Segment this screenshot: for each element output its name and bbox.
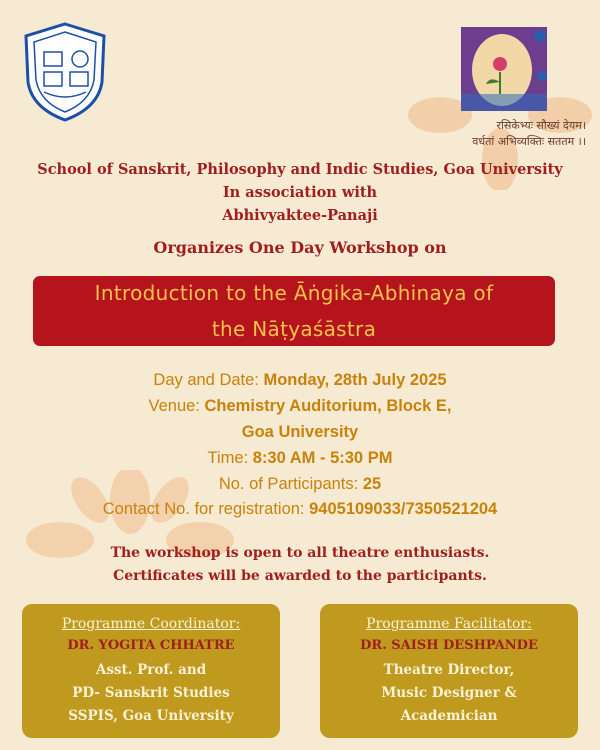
time-label: Time: (207, 449, 253, 467)
abhivyaktee-logo-icon (458, 24, 550, 114)
organizes-heading: Organizes One Day Workshop on (153, 238, 447, 257)
coordinator-role-3: SSPIS, Goa University (68, 708, 234, 724)
partner-organization: Abhivyaktee-Panaji (222, 207, 378, 224)
certificate-note: Certificates will be awarded to the participants. (113, 568, 487, 584)
goa-university-seal-icon (22, 22, 108, 122)
venue-value: Chemistry Auditorium, Block E, (204, 397, 452, 415)
contact-row (0, 500, 600, 519)
participants-row (0, 475, 600, 494)
motto-line-2: वर्धतां अभिव्यक्तिः सततम ।। (472, 135, 586, 148)
coordinator-role-1: Asst. Prof. and (95, 662, 207, 678)
coordinator-title: Programme Coordinator: (61, 616, 241, 632)
time-row (0, 449, 600, 468)
facilitator-role-1: Theatre Director, (383, 662, 515, 678)
coordinator-role-2: PD- Sanskrit Studies (72, 685, 230, 701)
motto-line-1: रसिकेभ्यः सौख्यं देयम। (496, 119, 586, 132)
venue-row-2 (0, 423, 600, 442)
date-row (0, 371, 600, 390)
venue-value-2: Goa University (241, 423, 359, 441)
participants-label: No. of Participants: (218, 475, 363, 493)
contact-label: Contact No. for registration: (102, 500, 310, 518)
date-label: Day and Date: (153, 371, 264, 389)
organizer-school: School of Sanskrit, Philosophy and Indic Studies, Goa University (37, 161, 563, 178)
workshop-title-banner (33, 276, 555, 346)
workshop-title-line-2: the Nāṭyaśāstra (211, 317, 377, 341)
coordinator-card (22, 604, 280, 738)
facilitator-role-3: Academician (400, 708, 498, 724)
venue-label: Venue: (148, 397, 205, 415)
participants-value: 25 (362, 475, 382, 493)
facilitator-card (320, 604, 578, 738)
date-value: Monday, 28th July 2025 (263, 371, 447, 389)
facilitator-title: Programme Facilitator: (366, 616, 532, 632)
open-to-all-note: The workshop is open to all theatre enthusiasts. (110, 545, 490, 561)
contact-value: 9405109033/7350521204 (309, 500, 498, 518)
association-text: In association with (222, 184, 378, 201)
facilitator-role-2: Music Designer & (381, 685, 517, 701)
facilitator-name: DR. SAISH DESHPANDE (360, 638, 538, 653)
workshop-title-line-1: Introduction to the Āṅgika-Abhinaya of (94, 281, 494, 305)
venue-row (0, 397, 600, 416)
time-value: 8:30 AM - 5:30 PM (252, 449, 393, 467)
sanskrit-motto (416, 118, 586, 150)
coordinator-name: DR. YOGITA CHHATRE (67, 638, 235, 653)
